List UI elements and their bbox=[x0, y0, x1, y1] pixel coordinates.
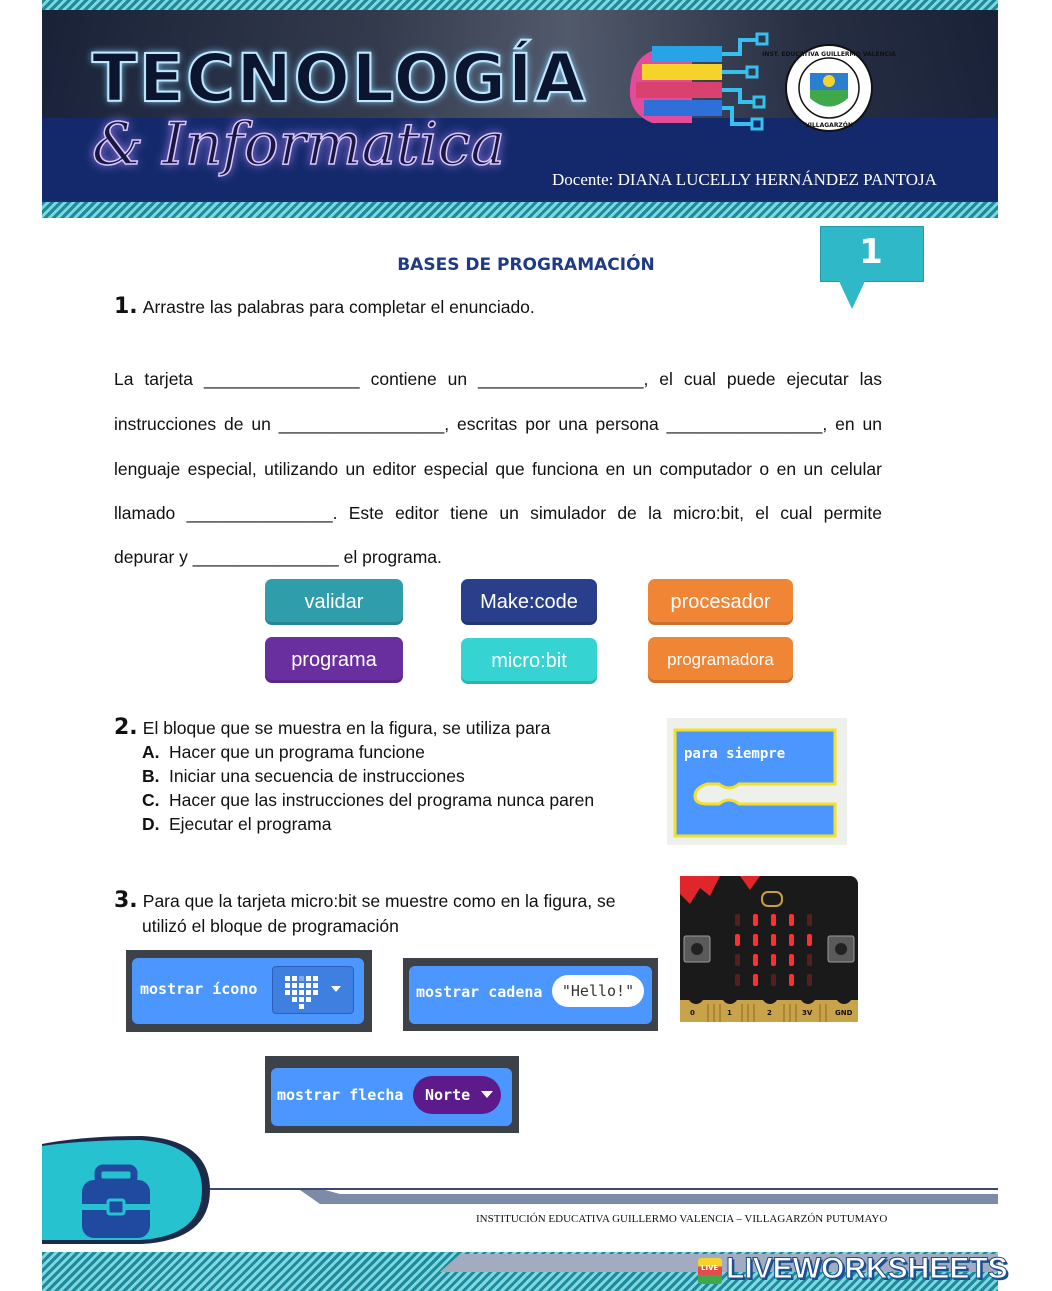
page-number-tag-pointer bbox=[838, 279, 866, 309]
q1-paragraph-line: instrucciones de un _________________, escritas por una persona ________________, en un bbox=[114, 414, 882, 434]
option-text: Hacer que un programa funcione bbox=[169, 742, 425, 762]
q2-option-b[interactable] bbox=[142, 766, 465, 787]
liveworksheets-logo[interactable]: LIVEWORKSHEETS bbox=[726, 1252, 1008, 1285]
question-2-number: 2. bbox=[114, 715, 138, 740]
word-microbit[interactable]: micro:bit bbox=[461, 638, 597, 684]
show-icon-block-label: mostrar ícono bbox=[140, 980, 258, 998]
school-seal-logo bbox=[762, 43, 896, 133]
microbit-board-drawing bbox=[680, 876, 858, 1022]
option-letter: D. bbox=[142, 814, 160, 834]
q1-paragraph-line: lenguaje especial, utilizando un editor especial que funciona en un computador o en un celular bbox=[114, 459, 882, 479]
pin-label: GND bbox=[835, 1009, 853, 1017]
option-block-show-arrow[interactable] bbox=[265, 1056, 519, 1133]
q1-paragraph-line: llamado _______________. Este editor tiene un simulador de la micro:bit, el cual permite bbox=[114, 503, 882, 523]
header-bottom-stripe bbox=[42, 202, 998, 218]
header-top-stripe bbox=[42, 0, 998, 10]
question-3-prompt-line1: Para que la tarjeta micro:bit se muestre como en la figura, se bbox=[142, 891, 616, 911]
q2-option-a[interactable] bbox=[142, 742, 425, 763]
pin-label: 3V bbox=[802, 1009, 813, 1017]
svg-text:INST. EDUCATIVA GUILLERMO VALE: INST. EDUCATIVA GUILLERMO VALENCIA bbox=[762, 51, 896, 58]
show-string-block-label: mostrar cadena bbox=[416, 983, 543, 1001]
pin-label: 2 bbox=[767, 1009, 772, 1017]
option-text: Ejecutar el programa bbox=[169, 814, 332, 834]
question-3-number: 3. bbox=[114, 888, 138, 913]
question-2-heading bbox=[114, 715, 550, 740]
pin-label: 0 bbox=[690, 1009, 695, 1017]
liveworksheets-badge bbox=[698, 1258, 722, 1284]
option-letter: C. bbox=[142, 790, 160, 810]
backpack-icon bbox=[76, 1166, 156, 1240]
page-title: BASES DE PROGRAMACIÓN bbox=[397, 255, 655, 275]
option-block-show-icon[interactable] bbox=[126, 950, 372, 1032]
arrow-direction-dropdown bbox=[413, 1076, 501, 1114]
option-text: Iniciar una secuencia de instrucciones bbox=[169, 766, 465, 786]
teacher-name: Docente: DIANA LUCELLY HERNÁNDEZ PANTOJA bbox=[552, 170, 937, 189]
option-letter: A. bbox=[142, 742, 160, 762]
option-letter: B. bbox=[142, 766, 160, 786]
word-programadora[interactable]: programadora bbox=[648, 637, 793, 683]
word-procesador[interactable]: procesador bbox=[648, 579, 793, 625]
title-tecnologia: TECNOLOGÍA bbox=[92, 40, 588, 117]
question-3-prompt-line2: utilizó el bloque de programación bbox=[142, 916, 399, 936]
icon-dropdown bbox=[272, 966, 354, 1014]
forever-block-shape bbox=[667, 718, 847, 845]
option-text: Hacer que las instrucciones del programa nunca paren bbox=[169, 790, 595, 810]
footer-emblem bbox=[42, 1136, 210, 1244]
footer-divider-stripe bbox=[210, 1188, 998, 1206]
question-1-number: 1. bbox=[114, 294, 138, 319]
tech-head-logo-icon bbox=[622, 28, 772, 138]
q2-option-c[interactable] bbox=[142, 790, 594, 811]
chevron-down-icon bbox=[481, 1091, 493, 1099]
liveworksheets-badge-text: LIVE bbox=[701, 1264, 719, 1272]
forever-block-image bbox=[667, 718, 847, 845]
question-1-prompt: Arrastre las palabras para completar el enunciado. bbox=[142, 297, 535, 317]
question-1-heading bbox=[114, 294, 535, 319]
pin-label: 1 bbox=[727, 1009, 732, 1017]
microbit-board-image bbox=[680, 876, 858, 1022]
word-validar[interactable]: validar bbox=[265, 579, 403, 625]
string-value-field: "Hello!" bbox=[552, 975, 644, 1007]
heart-icon bbox=[273, 967, 353, 1013]
question-2-prompt: El bloque que se muestra en la figura, se utiliza para bbox=[142, 718, 551, 738]
q1-paragraph-line: depurar y _______________ el programa. bbox=[114, 547, 442, 567]
option-block-show-string[interactable] bbox=[403, 958, 658, 1031]
page-number: 1 bbox=[859, 232, 883, 272]
title-informatica: & Informatica bbox=[92, 110, 505, 178]
footer-institution: INSTITUCIÓN EDUCATIVA GUILLERMO VALENCIA – VILLAGARZÓN PUTUMAYO bbox=[476, 1213, 888, 1225]
forever-block-label: para siempre bbox=[684, 746, 786, 762]
arrow-direction-value: Norte bbox=[425, 1086, 471, 1104]
question-3-heading bbox=[114, 888, 616, 913]
show-arrow-block-label: mostrar flecha bbox=[277, 1086, 404, 1104]
word-programa[interactable]: programa bbox=[265, 637, 403, 683]
q1-paragraph-line: La tarjeta ________________ contiene un _________________, el cual puede ejecutar las bbox=[114, 369, 882, 389]
word-makecode[interactable]: Make:code bbox=[461, 579, 597, 625]
svg-text:VILLAGARZÓN: VILLAGARZÓN bbox=[805, 122, 853, 129]
q2-option-d[interactable] bbox=[142, 814, 331, 835]
